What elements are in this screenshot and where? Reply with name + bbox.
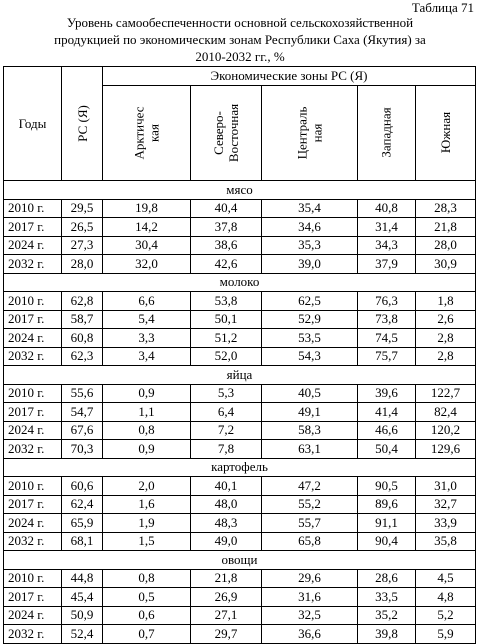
- year-cell: 2017 г.: [4, 588, 62, 607]
- zone-value-cell: 35,8: [416, 532, 476, 551]
- header-rs-label: РС (Я): [74, 104, 90, 142]
- zone-value-cell: 4,8: [416, 588, 476, 607]
- zone-value-cell: 2,8: [416, 329, 476, 348]
- zone-value-cell: 21,8: [191, 569, 262, 588]
- zone-value-cell: 52,0: [191, 347, 262, 366]
- header-zone-arctic: [103, 86, 191, 181]
- zone-value-cell: 30,9: [416, 255, 476, 274]
- zone-value-cell: 34,6: [262, 218, 358, 237]
- table-row: [4, 514, 476, 533]
- zone-value-cell: 6,4: [191, 403, 262, 422]
- zone-value-cell: 32,5: [262, 606, 358, 625]
- zone-value-cell: 63,1: [262, 440, 358, 459]
- group-label: яйца: [4, 366, 476, 385]
- zone-value-cell: 28,6: [358, 569, 416, 588]
- zone-value-cell: 0,9: [103, 384, 191, 403]
- year-cell: 2024 г.: [4, 329, 62, 348]
- zone-value-cell: 0,8: [103, 569, 191, 588]
- rs-value-cell: 65,9: [62, 514, 103, 533]
- zone-value-cell: 53,8: [191, 292, 262, 311]
- group-row: [4, 458, 476, 477]
- zone-label-line: Централь: [294, 106, 310, 159]
- table-row: [4, 403, 476, 422]
- table-row: [4, 329, 476, 348]
- zone-label-line: Северо-: [211, 110, 226, 155]
- table-row: [4, 606, 476, 625]
- year-cell: 2032 г.: [4, 347, 62, 366]
- rs-value-cell: 29,5: [62, 199, 103, 218]
- zone-value-cell: 30,4: [103, 236, 191, 255]
- zone-value-cell: 39,8: [358, 625, 416, 644]
- zone-value-cell: 28,3: [416, 199, 476, 218]
- zone-label-line: Западная: [378, 107, 394, 158]
- zone-value-cell: 51,2: [191, 329, 262, 348]
- zone-value-cell: 7,8: [191, 440, 262, 459]
- zone-value-cell: 29,7: [191, 625, 262, 644]
- header-zones-group: Экономические зоны РС (Я): [103, 67, 476, 86]
- zone-label-line: Восточная: [226, 103, 241, 162]
- self-sufficiency-table: [3, 66, 476, 644]
- group-row: [4, 551, 476, 570]
- zone-value-cell: 26,9: [191, 588, 262, 607]
- zone-value-cell: 4,5: [416, 569, 476, 588]
- year-cell: 2010 г.: [4, 292, 62, 311]
- zone-label-line: ная: [309, 123, 325, 142]
- rs-value-cell: 27,3: [62, 236, 103, 255]
- zone-value-cell: 40,1: [191, 477, 262, 496]
- zone-value-cell: 39,0: [262, 255, 358, 274]
- zone-value-cell: 29,6: [262, 569, 358, 588]
- zone-value-cell: 122,7: [416, 384, 476, 403]
- table-row: [4, 347, 476, 366]
- year-cell: 2017 г.: [4, 218, 62, 237]
- zone-value-cell: 35,2: [358, 606, 416, 625]
- table-row: [4, 569, 476, 588]
- zone-value-cell: 28,0: [416, 236, 476, 255]
- zone-value-cell: 36,6: [262, 625, 358, 644]
- zone-value-cell: 2,6: [416, 310, 476, 329]
- zone-value-cell: 89,6: [358, 495, 416, 514]
- header-row-1: [4, 67, 476, 86]
- zone-value-cell: 46,6: [358, 421, 416, 440]
- zone-value-cell: 40,8: [358, 199, 416, 218]
- table-row: [4, 384, 476, 403]
- zone-value-cell: 47,2: [262, 477, 358, 496]
- zone-label-line: Арктичес: [131, 105, 147, 160]
- zone-value-cell: 73,8: [358, 310, 416, 329]
- year-cell: 2024 г.: [4, 514, 62, 533]
- zone-value-cell: 0,7: [103, 625, 191, 644]
- zone-value-cell: 52,9: [262, 310, 358, 329]
- zone-value-cell: 58,3: [262, 421, 358, 440]
- zone-value-cell: 1,8: [416, 292, 476, 311]
- zone-value-cell: 5,4: [103, 310, 191, 329]
- table-row: [4, 495, 476, 514]
- zone-value-cell: 33,5: [358, 588, 416, 607]
- zone-value-cell: 50,1: [191, 310, 262, 329]
- rs-value-cell: 60,6: [62, 477, 103, 496]
- rs-value-cell: 67,6: [62, 421, 103, 440]
- table-number: Таблица 71: [411, 0, 474, 15]
- zone-value-cell: 82,4: [416, 403, 476, 422]
- zone-value-cell: 3,4: [103, 347, 191, 366]
- table-row: [4, 625, 476, 644]
- zone-value-cell: 2,8: [416, 347, 476, 366]
- zone-value-cell: 31,6: [262, 588, 358, 607]
- zone-value-cell: 27,1: [191, 606, 262, 625]
- year-cell: 2010 г.: [4, 569, 62, 588]
- year-cell: 2032 г.: [4, 440, 62, 459]
- zone-value-cell: 62,5: [262, 292, 358, 311]
- rs-value-cell: 62,3: [62, 347, 103, 366]
- zone-value-cell: 35,3: [262, 236, 358, 255]
- zone-value-cell: 90,5: [358, 477, 416, 496]
- zone-value-cell: 75,7: [358, 347, 416, 366]
- table-row: [4, 292, 476, 311]
- zone-value-cell: 74,5: [358, 329, 416, 348]
- table-row: [4, 236, 476, 255]
- table-row: [4, 440, 476, 459]
- zone-value-cell: 91,1: [358, 514, 416, 533]
- zone-value-cell: 49,1: [262, 403, 358, 422]
- rs-value-cell: 44,8: [62, 569, 103, 588]
- year-cell: 2017 г.: [4, 310, 62, 329]
- zone-value-cell: 50,4: [358, 440, 416, 459]
- table-row: [4, 255, 476, 274]
- zone-value-cell: 53,5: [262, 329, 358, 348]
- header-zone-southern-label: [438, 112, 453, 153]
- zone-value-cell: 5,3: [191, 384, 262, 403]
- zone-value-cell: 38,6: [191, 236, 262, 255]
- zone-value-cell: 6,6: [103, 292, 191, 311]
- rs-value-cell: 62,4: [62, 495, 103, 514]
- rs-value-cell: 54,7: [62, 403, 103, 422]
- year-cell: 2032 г.: [4, 625, 62, 644]
- rs-value-cell: 68,1: [62, 532, 103, 551]
- zone-value-cell: 1,1: [103, 403, 191, 422]
- zone-value-cell: 14,2: [103, 218, 191, 237]
- zone-value-cell: 35,4: [262, 199, 358, 218]
- zone-value-cell: 37,9: [358, 255, 416, 274]
- table-row: [4, 477, 476, 496]
- zone-value-cell: 54,3: [262, 347, 358, 366]
- rs-value-cell: 60,8: [62, 329, 103, 348]
- zone-value-cell: 0,6: [103, 606, 191, 625]
- table-row: [4, 588, 476, 607]
- table-row: [4, 532, 476, 551]
- zone-value-cell: 40,4: [191, 199, 262, 218]
- zone-value-cell: 0,8: [103, 421, 191, 440]
- zone-value-cell: 31,0: [416, 477, 476, 496]
- header-years: Годы: [4, 67, 62, 181]
- table-caption: [0, 14, 480, 65]
- zone-value-cell: 5,2: [416, 606, 476, 625]
- table-row: [4, 310, 476, 329]
- zone-value-cell: 1,9: [103, 514, 191, 533]
- zone-value-cell: 48,0: [191, 495, 262, 514]
- zone-value-cell: 21,8: [416, 218, 476, 237]
- header-zone-southern: [416, 86, 476, 181]
- zone-value-cell: 32,7: [416, 495, 476, 514]
- year-cell: 2024 г.: [4, 236, 62, 255]
- group-label: молоко: [4, 273, 476, 292]
- header-zone-central-label: [294, 106, 324, 159]
- zone-value-cell: 42,6: [191, 255, 262, 274]
- zone-value-cell: 129,6: [416, 440, 476, 459]
- zone-value-cell: 19,8: [103, 199, 191, 218]
- zone-value-cell: 39,6: [358, 384, 416, 403]
- group-label: мясо: [4, 181, 476, 200]
- rs-value-cell: 58,7: [62, 310, 103, 329]
- year-cell: 2024 г.: [4, 421, 62, 440]
- zone-value-cell: 5,9: [416, 625, 476, 644]
- rs-value-cell: 55,6: [62, 384, 103, 403]
- rs-value-cell: 45,4: [62, 588, 103, 607]
- zone-value-cell: 90,4: [358, 532, 416, 551]
- zone-label-line: Южная: [438, 111, 453, 154]
- header-zone-central: [262, 86, 358, 181]
- year-cell: 2024 г.: [4, 606, 62, 625]
- table-row: [4, 199, 476, 218]
- zone-value-cell: 120,2: [416, 421, 476, 440]
- group-label: овощи: [4, 551, 476, 570]
- zone-value-cell: 55,7: [262, 514, 358, 533]
- zone-value-cell: 32,0: [103, 255, 191, 274]
- header-zone-western: [358, 86, 416, 181]
- header-zone-northeast: [191, 86, 262, 181]
- rs-value-cell: 26,5: [62, 218, 103, 237]
- group-row: [4, 181, 476, 200]
- rs-value-cell: 70,3: [62, 440, 103, 459]
- zone-value-cell: 34,3: [358, 236, 416, 255]
- caption-line-1: Уровень самообеспеченности основной сельскохозяйственной: [66, 15, 414, 30]
- group-row: [4, 273, 476, 292]
- table-row: [4, 421, 476, 440]
- year-cell: 2017 г.: [4, 495, 62, 514]
- zone-value-cell: 65,8: [262, 532, 358, 551]
- zone-value-cell: 3,3: [103, 329, 191, 348]
- zone-label-line: кая: [146, 123, 162, 142]
- zone-value-cell: 41,4: [358, 403, 416, 422]
- header-rs: [62, 67, 103, 181]
- caption-line-2: продукцией по экономическим зонам Республики Саха (Якутия) за: [54, 32, 426, 47]
- zone-value-cell: 2,0: [103, 477, 191, 496]
- group-row: [4, 366, 476, 385]
- header-zone-western-label: [379, 107, 394, 157]
- zone-value-cell: 31,4: [358, 218, 416, 237]
- year-cell: 2032 г.: [4, 532, 62, 551]
- zone-value-cell: 33,9: [416, 514, 476, 533]
- table-row: [4, 218, 476, 237]
- zone-value-cell: 55,2: [262, 495, 358, 514]
- zone-value-cell: 76,3: [358, 292, 416, 311]
- header-zone-northeast-label: [211, 103, 241, 161]
- zone-value-cell: 0,5: [103, 588, 191, 607]
- year-cell: 2017 г.: [4, 403, 62, 422]
- zone-value-cell: 48,3: [191, 514, 262, 533]
- rs-value-cell: 62,8: [62, 292, 103, 311]
- zone-value-cell: 1,6: [103, 495, 191, 514]
- year-cell: 2010 г.: [4, 199, 62, 218]
- year-cell: 2010 г.: [4, 477, 62, 496]
- header-zone-arctic-label: [131, 106, 161, 159]
- zone-value-cell: 1,5: [103, 532, 191, 551]
- rs-value-cell: 50,9: [62, 606, 103, 625]
- zone-value-cell: 0,9: [103, 440, 191, 459]
- group-label: картофель: [4, 458, 476, 477]
- zone-value-cell: 40,5: [262, 384, 358, 403]
- rs-value-cell: 52,4: [62, 625, 103, 644]
- zone-value-cell: 7,2: [191, 421, 262, 440]
- zone-value-cell: 49,0: [191, 532, 262, 551]
- caption-line-3: 2010-2032 гг., %: [195, 49, 285, 64]
- year-cell: 2032 г.: [4, 255, 62, 274]
- year-cell: 2010 г.: [4, 384, 62, 403]
- zone-value-cell: 37,8: [191, 218, 262, 237]
- rs-value-cell: 28,0: [62, 255, 103, 274]
